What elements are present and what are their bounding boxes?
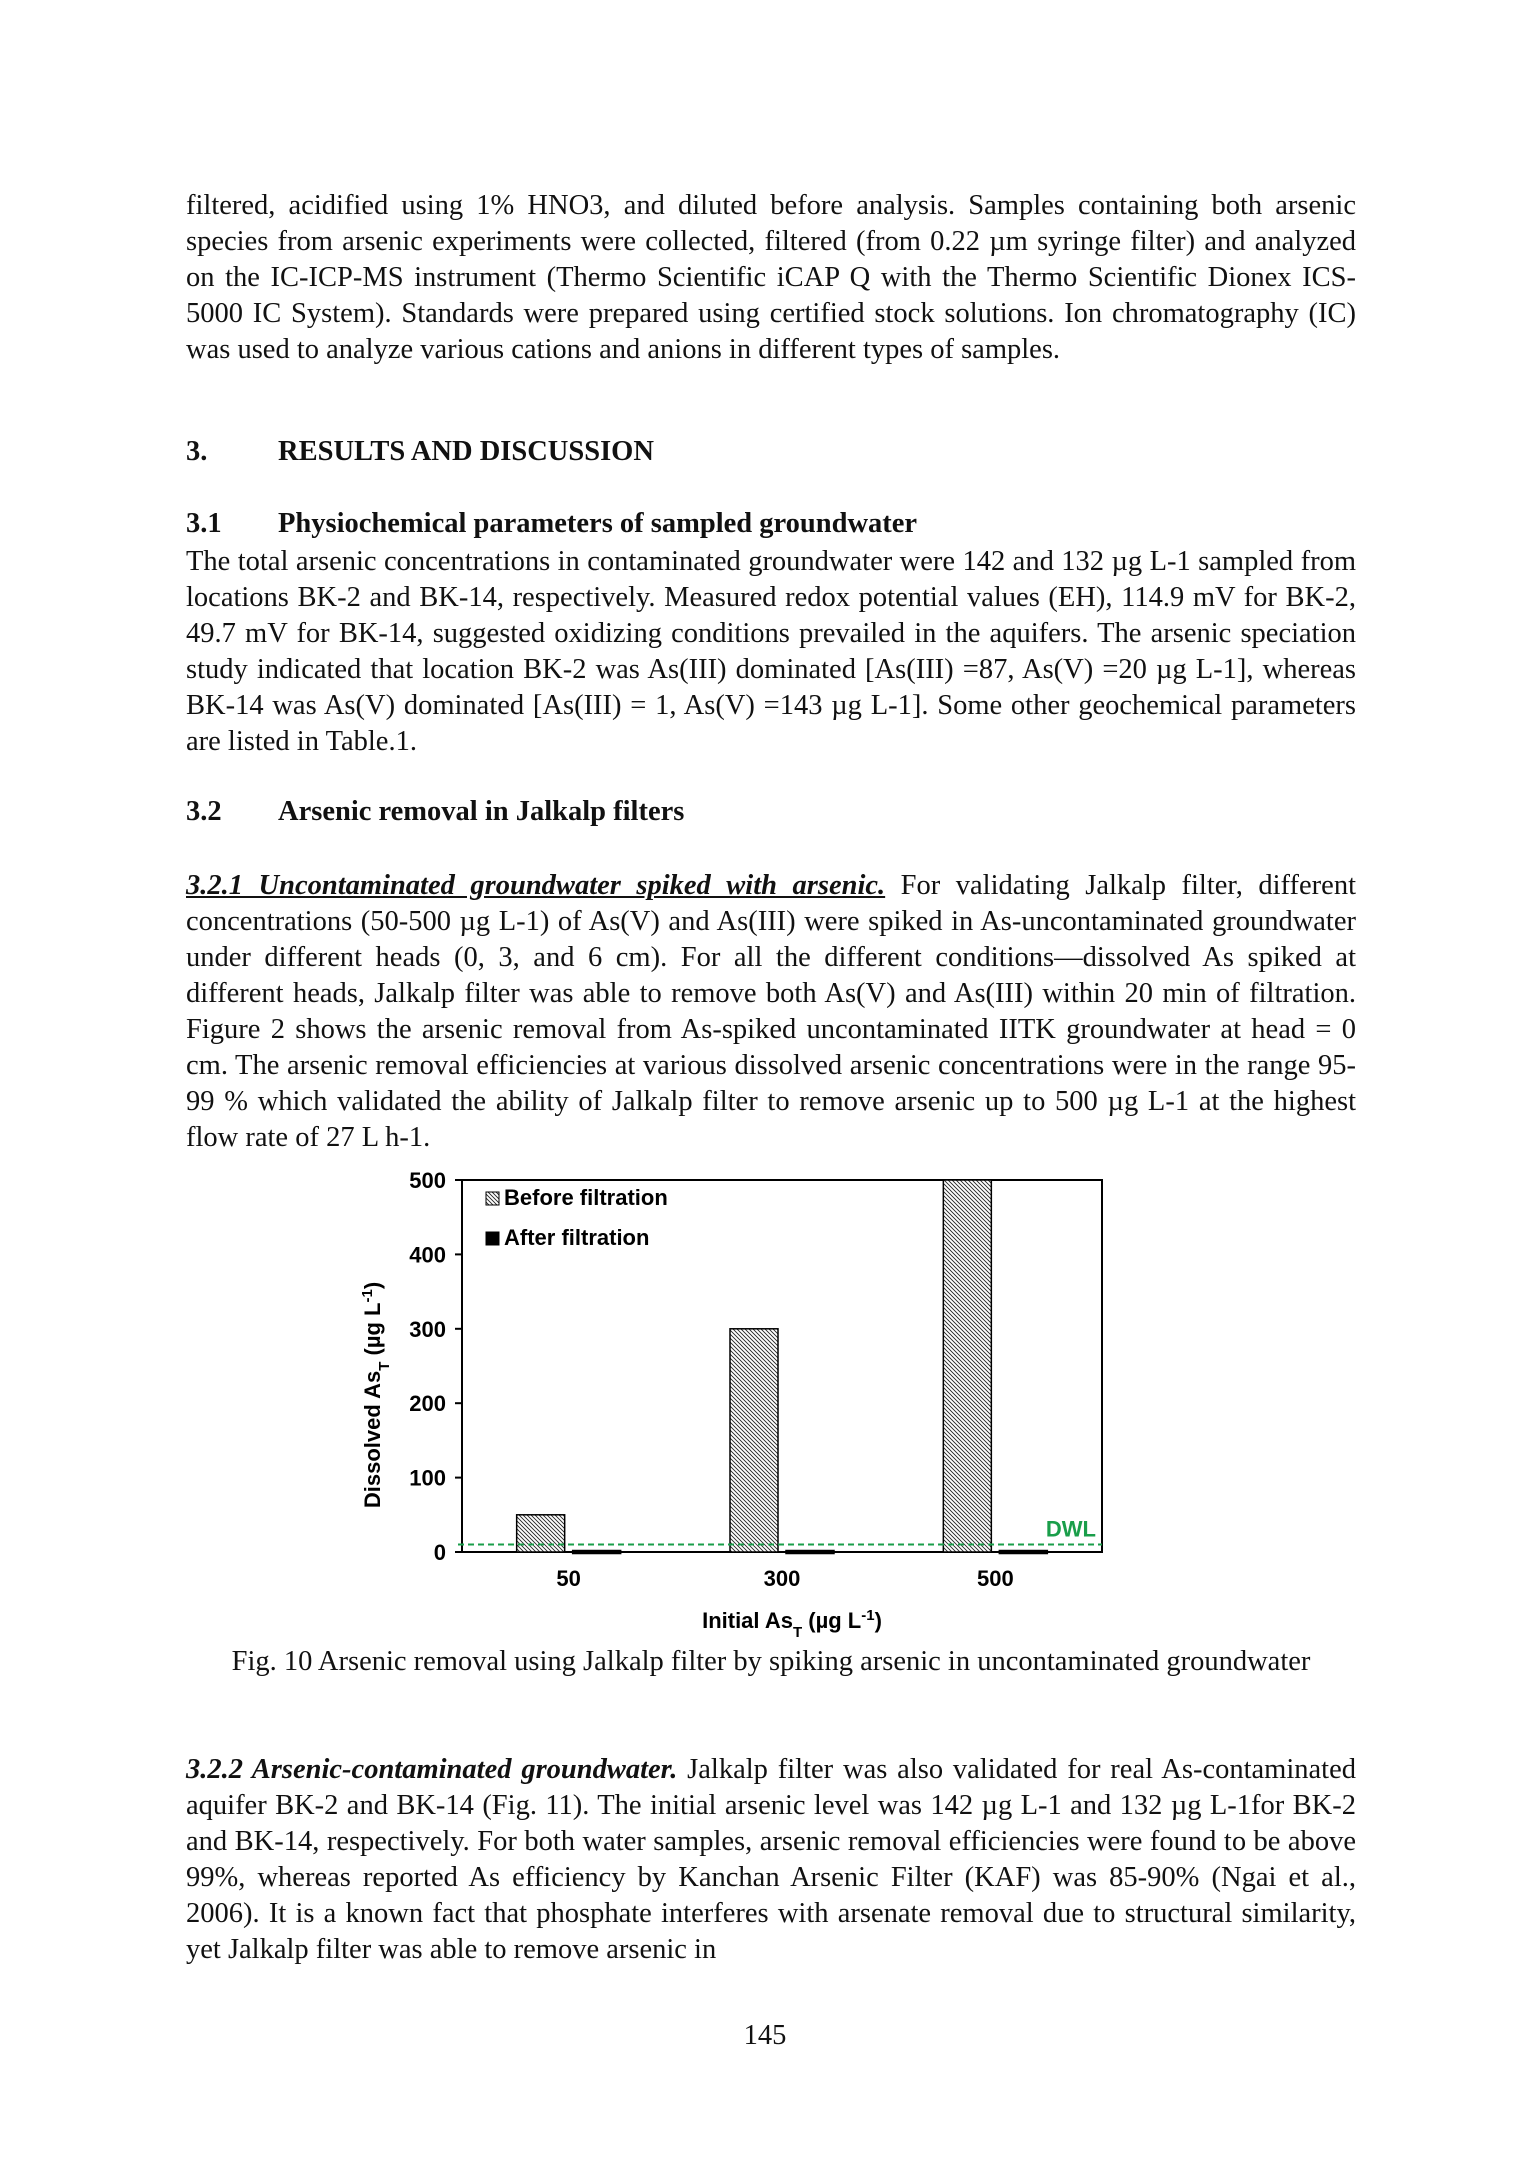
- figure-caption: Fig. 10 Arsenic removal using Jalkalp filter by spiking arsenic in uncontaminated groundwater: [231, 1646, 1311, 1677]
- x-tick-label: 300: [763, 1566, 801, 1591]
- section-3-2-2-heading: 3.2.2 Arsenic-contaminated groundwater.: [186, 1754, 678, 1785]
- section-3-1-number: 3.1: [186, 508, 222, 539]
- y-tick-label: 500: [409, 1168, 446, 1193]
- y-tick-label: 200: [409, 1391, 446, 1417]
- y-axis-ticks: [409, 1168, 462, 1565]
- y-axis-title: Dissolved $As_T$ (µg $L^{-1}$): [358, 1281, 393, 1509]
- bar-after-filtration: [786, 1551, 834, 1554]
- y-tick-label: 400: [409, 1242, 446, 1268]
- intro-paragraph: filtered, acidified using 1% HNO3, and diluted before analysis. Samples containing both arsenic species from arsenic experiments were collected, filtered (from 0.22 µm syringe filter) and analyzed on the IC-ICP-MS instrument (Thermo Scientific iCAP Q with the Thermo Scientific Dionex ICS-5000 IC System). Standards were prepared using certified stock solutions. Ion chromatography (IC) was used to analyze various cations and anions in different types of samples.: [186, 190, 1356, 365]
- section-3-2-1-body: For validating Jalkalp filter, different concentrations (50-500 µg L-1) of As(V) and As(III) were spiked in As-uncontaminated groundwater under different heads (0, 3, and 6 cm). For all the different conditions—dissolved As spiked at different heads, Jalkalp filter was able to remove both As(V) and As(III) within 20 min of filtration. Figure 2 shows the arsenic removal from As-spiked uncontaminated IITK groundwater at head = 0 cm. The arsenic removal efficiencies at various dissolved arsenic concentrations were in the range 95-99 % which validated the ability of Jalkalp filter to remove arsenic up to 500 µg L-1 at the highest flow rate of 27 L h-1.: [186, 870, 1356, 1153]
- section-3-2-2-body: Jalkalp filter was also validated for real As-contaminated aquifer BK-2 and BK-14 (Fig. 11). The initial arsenic level was 142 µg L-1 and 132 µg L-1for BK-2 and BK-14, respectively. For both water samples, arsenic removal efficiencies were found to be above 99%, whereas reported As efficiency by Kanchan Arsenic Filter (KAF) was 85-90% (Ngai et al., 2006). It is a known fact that phosphate interferes with arsenate removal due to structural similarity, yet Jalkalp filter was able to remove arsenic in: [186, 1754, 1356, 1965]
- y-tick-label: 300: [409, 1316, 446, 1342]
- y-axis-title-group: [359, 1282, 393, 1508]
- section-3-2-1-heading: 3.2.1 Uncontaminated groundwater spiked with arsenic.: [186, 870, 886, 901]
- dwl-label: DWL: [1045, 1516, 1096, 1542]
- y-tick-label: 0: [433, 1540, 446, 1565]
- bar-before-filtration: [517, 1515, 565, 1552]
- x-tick-label: 50: [556, 1566, 581, 1591]
- section-3-2-title: Arsenic removal in Jalkalp filters: [278, 796, 685, 827]
- legend-swatch-after: [486, 1232, 499, 1245]
- section-3-2-heading: [186, 796, 684, 828]
- bar-before-filtration: [730, 1329, 778, 1552]
- section-3-number: 3.: [186, 436, 208, 467]
- section-3-2-number: 3.2: [186, 796, 222, 827]
- section-3-title: RESULTS AND DISCUSSION: [278, 436, 654, 467]
- section-3-heading: [186, 436, 654, 468]
- legend-swatch-before: [486, 1192, 499, 1205]
- page-number: 145: [743, 2020, 787, 2051]
- x-axis-ticks: [556, 1566, 1013, 1591]
- legend-label-after: After filtration: [504, 1225, 650, 1250]
- legend-label-before: Before filtration: [504, 1185, 668, 1210]
- section-3-1-title: Physiochemical parameters of sampled groundwater: [278, 508, 918, 539]
- section-3-1-paragraph: The total arsenic concentrations in contaminated groundwater were 142 and 132 µg L-1 sampled from locations BK-2 and BK-14, respectively. Measured redox potential values (EH), 114.9 mV for BK-2, 49.7 mV for BK-14, suggested oxidizing conditions prevailed in the aquifers. The arsenic speciation study indicated that location BK-2 was As(III) dominated [As(III) =87, As(V) =20 µg L-1], whereas BK-14 was As(V) dominated [As(III) = 1, As(V) =143 µg L-1]. Some other geochemical parameters are listed in Table.1.: [186, 546, 1356, 757]
- legend: [486, 1185, 668, 1250]
- section-3-2-1-paragraph: [186, 868, 1356, 1156]
- x-tick-label: 500: [976, 1566, 1014, 1591]
- bar-after-filtration: [573, 1551, 621, 1554]
- x-axis-title: Initial $As_T$ (µg $L^{-1}$): [702, 1606, 882, 1640]
- bar-after-filtration: [999, 1551, 1047, 1554]
- arsenic-removal-chart: [340, 1160, 1140, 1640]
- bar-before-filtration: [943, 1180, 991, 1552]
- y-tick-label: 100: [409, 1465, 446, 1491]
- section-3-1-heading: [186, 508, 917, 540]
- section-3-2-2-paragraph: [186, 1752, 1356, 1968]
